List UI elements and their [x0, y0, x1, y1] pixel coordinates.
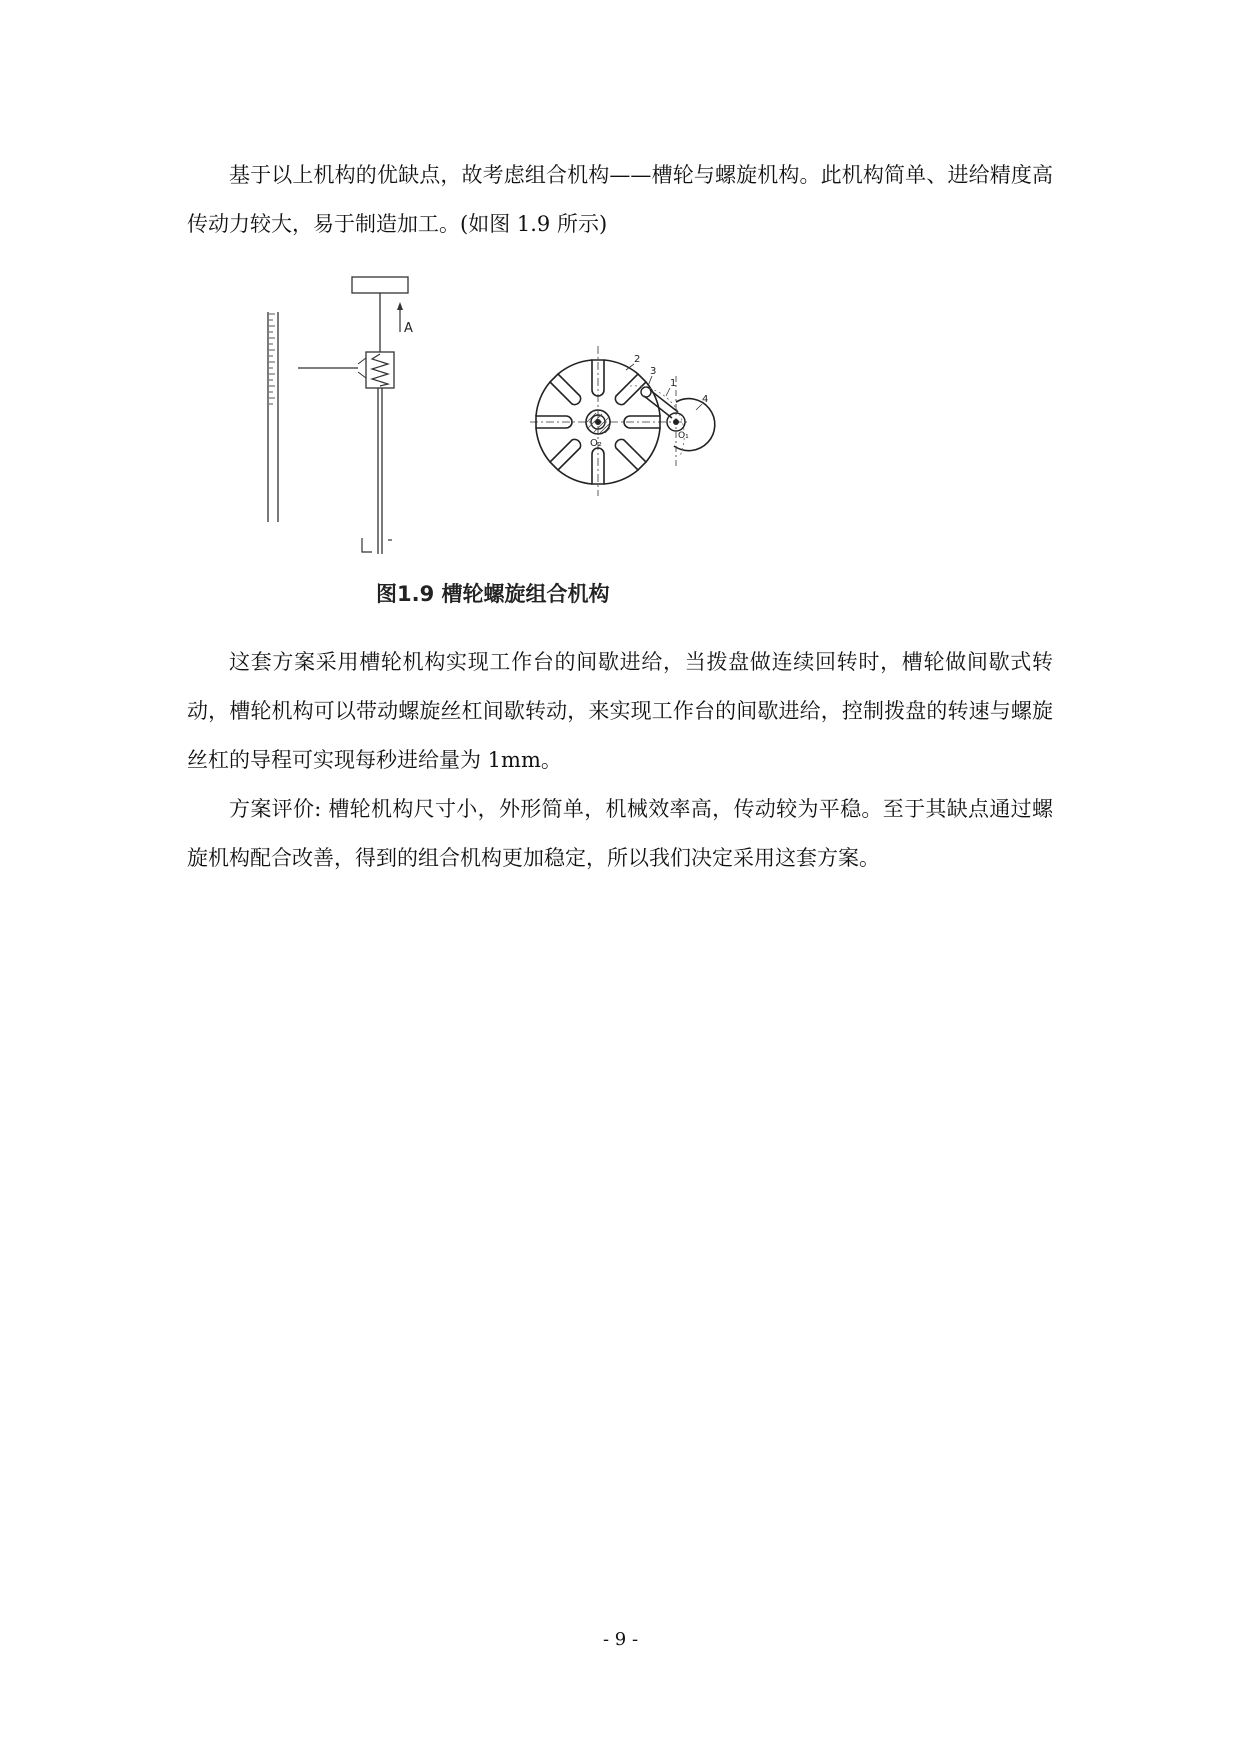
label-a: A [404, 321, 413, 336]
paragraph-evaluation: 方案评价: 槽轮机构尺寸小，外形简单，机械效率高，传动较为平稳。至于其缺点通过螺旋机构配合改善，得到的组合机构更加稳定，所以我们决定采用这套方案。 [187, 797, 1053, 870]
paragraph-scheme: 这套方案采用槽轮机构实现工作台的间歇进给，当拨盘做连续回转时，槽轮做间歇式转动，槽轮机构可以带动螺旋丝杠间歇转动，来实现工作台的间歇进给，控制拨盘的转速与螺旋丝杠的导程可实现每秒进给量为 1mm。 [187, 650, 1053, 772]
label-1: 1 [670, 378, 677, 389]
label-o2: O₂ [590, 438, 602, 449]
figure-caption: 图1.9 槽轮螺旋组合机构 [376, 582, 610, 606]
geneva-mechanism-diagram [530, 346, 730, 496]
worktable-rect [352, 277, 408, 293]
paragraph-intro: 基于以上机构的优缺点，故考虑组合机构——槽轮与螺旋机构。此机构简单、进给精度高传动力较大，易于制造加工。(如图 1.9 所示) [187, 163, 1053, 236]
driving-dial [674, 399, 715, 451]
screw-nut-box [366, 352, 394, 388]
scale-ticks [260, 312, 280, 412]
label-2: 2 [634, 354, 641, 365]
page-number: - 9 - [602, 1629, 639, 1650]
label-4: 4 [702, 394, 709, 405]
label-3: 3 [650, 366, 657, 377]
screw-mechanism-diagram [292, 272, 412, 562]
label-o1: O₁ [678, 431, 689, 441]
